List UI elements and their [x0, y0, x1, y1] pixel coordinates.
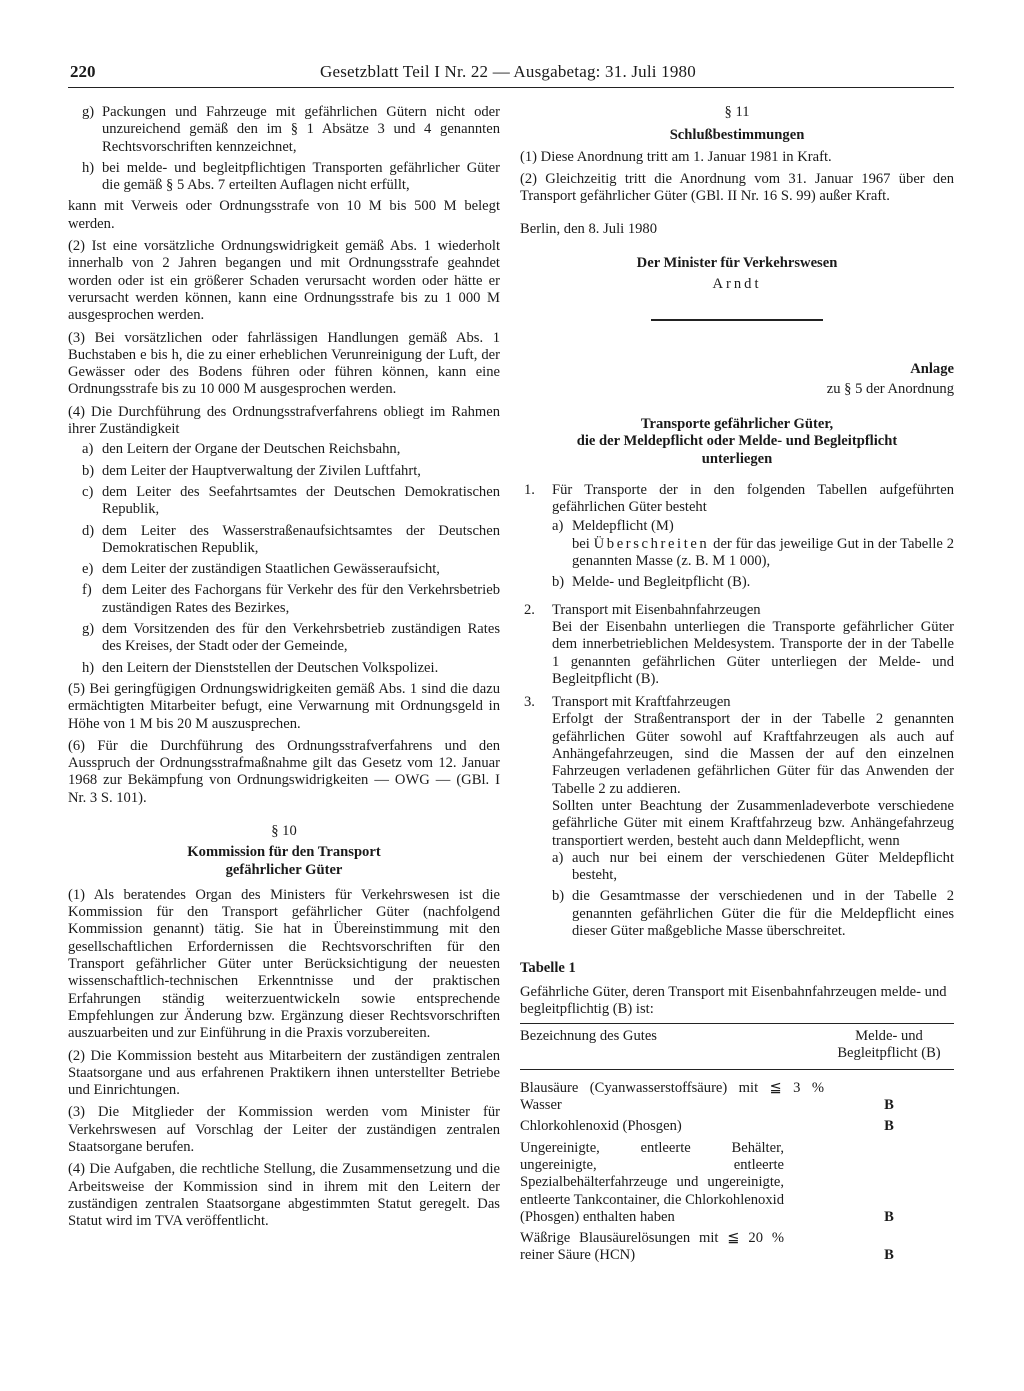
list-item: [68, 561, 500, 578]
section-11-paragraph-2: (2) Gleichzeitig tritt die Anordnung vom 31. Januar 1967 über den Transport gefährlicher Güter (GBl. II Nr. 16 S. 99) außer Kraft.: [520, 170, 954, 205]
list-item: [68, 463, 500, 480]
obligation-value: B: [884, 1118, 894, 1135]
table-1: [520, 1023, 954, 1267]
annex-reference: zu § 5 der Anordnung: [826, 380, 954, 397]
header-line: Begleitpflicht (B): [837, 1045, 941, 1062]
paragraph-6: (6) Für die Durchführung des Ordnungsstrafverfahrens und den Ausspruch der Ordnungsstrafmaßnahme gilt das Gesetz vom 12. Januar 1968 zur Bekämpfung von Ordnungswidrigkeiten — OWG — (GBl. I Nr. 3 S. 101).: [68, 737, 500, 806]
item-text: dem Leiter der Hauptverwaltung der Zivilen Luftfahrt,: [102, 462, 421, 479]
item-body: [552, 482, 954, 596]
paragraph-5: (5) Bei geringfügigen Ordnungswidrigkeiten gemäß Abs. 1 sind die dazu ermächtigten Mitarbeiter befugt, eine Verwarnung mit Ordnungsgeld in Höhe von 1 M bis 20 M auszusprechen.: [68, 680, 500, 732]
place-date: Berlin, den 8. Juli 1980: [520, 221, 658, 238]
sub-item-b: [552, 888, 954, 940]
minister-name: Arndt: [712, 276, 762, 293]
item-label: a): [82, 441, 94, 458]
item-text: Melde- und Begleitpflicht (B).: [572, 574, 751, 591]
sub-item-b: [552, 574, 954, 591]
list-item: [68, 582, 500, 617]
authority-list: [68, 441, 500, 677]
text-fragment: bei: [572, 535, 590, 552]
item-label: a): [552, 849, 564, 866]
section-10-paragraph-2: (2) Die Kommission besteht aus Mitarbeitern der zuständigen zentralen Staatsorgane und aus erfahrenen Praktikern ihnen unterstellter Betriebe und Einrichtungen.: [68, 1047, 500, 1099]
section-10-heading: § 10: [271, 822, 297, 839]
item-text: den Leitern der Organe der Deutschen Reichsbahn,: [102, 441, 401, 458]
item-text: dem Leiter des Seefahrtsamtes der Deutschen Demokratischen Republik,: [102, 483, 500, 518]
item-number: 1.: [524, 481, 535, 498]
obligation-value: B: [884, 1097, 894, 1114]
minister-title: Der Minister für Verkehrswesen: [636, 254, 838, 271]
item-label: g): [82, 621, 95, 638]
section-10-paragraph-1: (1) Als beratendes Organ des Ministers für Verkehrswesen ist die Kommission für den Transport gefährlicher Güter (nachfolgend Kommission genannt) tätig. Sie hat in Übereinstimmung mit den gesellschaftlichen Erfordernissen die Rechtsvorschriften für den Transport gefährlicher Güter unter Berücksichtigung der neuesten wissenschaftlich-technischen Erkenntnisse und der praktischen Erfahrungen ständig weiterzuentwickeln sowie entsprechende Empfehlungen zur Änderung bzw. Ergänzung dieser Rechtsvorschriften auszuarbeiten und zur Einführung in die Praxis vorzubereiten.: [68, 886, 500, 1042]
item-text: dem Leiter der zuständigen Staatlichen Gewässeraufsicht,: [102, 561, 440, 578]
item-title: Transport mit Eisenbahnfahrzeugen: [552, 601, 761, 618]
annex-item-1: [520, 482, 954, 596]
section-11-heading: § 11: [724, 104, 750, 120]
item-label: b): [552, 574, 565, 591]
item-text: Erfolgt der Straßentransport der in der Tabelle 2 genannten gefährlichen Güter sowohl auf Kraftfahrzeugen als auch auf Anhängefahrzeugen, sind die Massen der auf den einzelnen Fahrzeugen verladenen gefährlichen Güter für das Anwenden der Tabelle 2 zu addieren.: [552, 711, 954, 797]
item-text: [572, 536, 954, 571]
item-text: Meldepflicht (M): [572, 518, 674, 535]
table-1-caption: Gefährliche Güter, deren Transport mit Eisenbahnfahrzeugen melde- und begleitpflichtig (B) ist:: [520, 983, 947, 1017]
list-item-g: [68, 104, 500, 156]
item-label: e): [82, 561, 94, 578]
list-item: [68, 660, 500, 677]
list-item: [68, 523, 500, 558]
annex-title-line: Transporte gefährlicher Güter,: [640, 415, 834, 432]
table-row: [520, 1116, 954, 1137]
table-header-row: [520, 1024, 954, 1070]
item-label: f): [82, 582, 92, 599]
item-body: [572, 518, 954, 570]
item-title: Transport mit Kraftfahrzeugen: [552, 694, 731, 711]
item-text: Sollten unter Beachtung der Zusammenladeverbote verschiedene gefährliche Güter mit einem Kraftfahrzeug bzw. Anhängefahrzeug transportiert werden, besteht auch dann Meldepflicht, wenn: [552, 797, 954, 849]
journal-header-title: Gesetzblatt Teil I Nr. 22 — Ausgabetag: 31. Juli 1980: [320, 62, 696, 81]
list-item: [68, 484, 500, 519]
item-body: [552, 602, 954, 688]
goods-name: Wäßrige Blausäurelösungen mit ≦ 20 % reiner Säure (HCN): [520, 1230, 784, 1264]
emphasized-word: Überschreiten: [593, 535, 710, 552]
section-title-line: Kommission für den Transport: [187, 844, 381, 861]
page-header: [68, 63, 954, 88]
item-text: Packungen und Fahrzeuge mit gefährlichen Gütern nicht oder unzureichend gemäß den im § 1 Absätze 3 und 4 genannten Rechtsvorschriften kennzeichnet,: [102, 104, 500, 155]
item-number: 2.: [524, 601, 535, 618]
paragraph-2: (2) Ist eine vorsätzliche Ordnungswidrigkeit gemäß Abs. 1 wiederholt innerhalb von 2 Jahren begangen und mit Ordnungsstrafe geahndet worden oder ist ein größerer Schaden verursacht worden oder hätte er verursacht werden können, kann eine Ordnungsstrafe bis zu 1 000 M ausgesprochen werden.: [68, 238, 500, 324]
obligation-value: B: [884, 1247, 894, 1264]
table-row: [520, 1138, 954, 1228]
list-item: [68, 621, 500, 656]
annex-item-2: [520, 602, 954, 688]
item-text: dem Vorsitzenden des für den Verkehrsbetrieb zuständigen Rates des Kreises, der Stadt oder der Gemeinde,: [102, 621, 500, 655]
item-text: den Leitern der Dienststellen der Deutschen Volkspolizei.: [102, 659, 439, 676]
annex-title-line: die der Meldepflicht oder Melde- und Begleitpflicht: [576, 433, 898, 450]
separator-rule: [651, 319, 823, 321]
item-label: g): [82, 104, 95, 120]
item-label: b): [82, 462, 95, 479]
sub-item-a: [552, 850, 954, 885]
item-text: die Gesamtmasse der verschiedenen und in der Tabelle 2 genannten gefährlichen Güter die für die Meldepflicht eines dieser Güter maßgebliche Masse überschreitet.: [572, 888, 954, 939]
column-header-obligation: [824, 1024, 954, 1070]
item-label: a): [552, 518, 564, 535]
header-line: Melde- und: [855, 1028, 923, 1045]
table-row: [520, 1228, 954, 1267]
paragraph-3: (3) Bei vorsätzlichen oder fahrlässigen Handlungen gemäß Abs. 1 Buchstaben e bis h, die zu einer erheblichen Verunreinigung der Luft, der Gewässer oder des Bodens führen oder führen können, kann eine Ordnungsstrafe bis zu 10 000 M ausgesprochen werden.: [68, 329, 500, 398]
item-text: auch nur bei einem der verschiedenen Güter Meldepflicht besteht,: [572, 849, 954, 884]
goods-name: Ungereinigte, entleerte Behälter, ungereinigte, entleerte Spezialbehälterfahrzeuge und ungereinigte, entleerte Tankcontainer, die Chlorkohlenoxid (Phosgen) enthalten haben: [520, 1139, 784, 1225]
annex-title-line: unterliegen: [701, 450, 773, 467]
item-text: dem Leiter des Wasserstraßenaufsichtsamtes der Deutschen Demokratischen Republik,: [102, 522, 500, 556]
penalty-paragraph: kann mit Verweis oder Ordnungsstrafe von 10 M bis 500 M belegt werden.: [68, 198, 500, 232]
section-10-title: [68, 844, 500, 879]
item-body: [552, 694, 954, 944]
section-10-paragraph-3: (3) Die Mitglieder der Kommission werden vom Minister für Verkehrswesen auf Vorschlag der Leiter der zuständigen zentralen Staatsorgane berufen.: [68, 1104, 500, 1156]
sub-item-a: [552, 518, 954, 570]
table-1-title: Tabelle 1: [520, 960, 576, 977]
section-10-paragraph-4: (4) Die Aufgaben, die rechtliche Stellung, die Zusammensetzung und die Arbeitsweise der Kommission sind in ihrem mit den Leitern der zuständigen zentralen Staatsorgane abgestimmten Statut geregelt. Das Statut wird im TVA veröffentlicht.: [68, 1161, 500, 1230]
list-item-h: [68, 160, 500, 195]
goods-name: Chlorkohlenoxid (Phosgen): [520, 1118, 682, 1135]
text-fragment: der für das jeweilige Gut in der Tabelle 2 genannten Masse (z. B. M 1 000),: [572, 535, 954, 570]
goods-name: Blausäure (Cyanwasserstoffsäure) mit ≦ 3 % Wasser: [520, 1079, 824, 1114]
item-label: h): [82, 159, 95, 176]
annex-item-3: [520, 694, 954, 944]
section-11-title: Schlußbestimmungen: [669, 127, 805, 144]
item-label: c): [82, 483, 94, 500]
list-item: [68, 441, 500, 458]
page-number: 220: [70, 62, 96, 81]
item-label: h): [82, 659, 95, 676]
annex-title: [520, 416, 954, 468]
column-header-goods: Bezeichnung des Gutes: [520, 1024, 824, 1070]
item-text: Für Transporte der in den folgenden Tabellen aufgeführten gefährlichen Güter besteht: [552, 481, 954, 516]
section-11-paragraph-1: (1) Diese Anordnung tritt am 1. Januar 1981 in Kraft.: [520, 148, 832, 165]
annex-label: Anlage: [910, 361, 954, 378]
obligation-value: B: [884, 1208, 894, 1225]
table-row: [520, 1069, 954, 1116]
section-title-line: gefährlicher Güter: [225, 861, 343, 878]
item-text: bei melde- und begleitpflichtigen Transporten gefährlicher Güter die gemäß § 5 Abs. 7 erteilten Auflagen nicht erfüllt,: [102, 159, 500, 194]
item-text: dem Leiter des Fachorgans für Verkehr des für den Verkehrsbetrieb zuständigen Rates des Bezirkes,: [102, 582, 500, 616]
item-label: b): [552, 888, 565, 905]
paragraph-4: (4) Die Durchführung des Ordnungsstrafverfahrens obliegt im Rahmen ihrer Zuständigkeit: [68, 403, 500, 438]
left-column: [68, 104, 500, 1236]
right-column: [520, 104, 954, 1267]
item-text: Bei der Eisenbahn unterliegen die Transporte gefährlicher Güter dem innerbetrieblichen Meldesystem. Transporte der in der Tabelle 1 genannten gefährlichen Güter unterliegen der Melde- und Begleitpflicht (B).: [552, 618, 954, 687]
item-number: 3.: [524, 694, 535, 711]
item-label: d): [82, 522, 95, 539]
